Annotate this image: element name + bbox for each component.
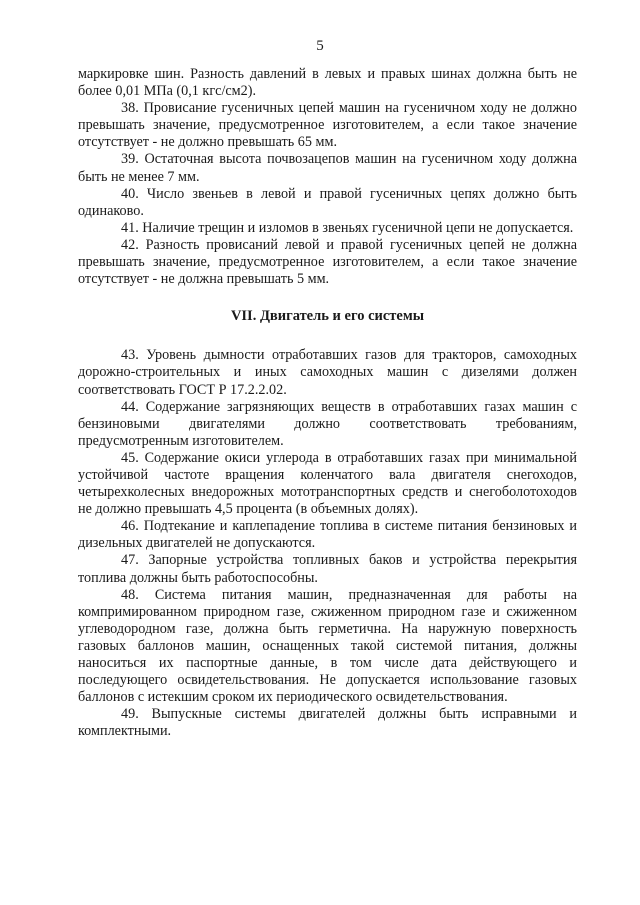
- paragraph-45: 45. Содержание окиси углерода в отработавших газах при минимальной устойчивой частоте вращения коленчатого вала двигателя снегоходов, четырехколесных внедорожных мототранспортных средств и снегоболотоходов не должно превышать 4,5 процента (в объемных долях).: [78, 449, 577, 518]
- paragraph-43: 43. Уровень дымности отработавших газов для тракторов, самоходных дорожно-строительных и иных самоходных машин с дизелями должен соответствовать ГОСТ Р 17.2.2.02.: [78, 347, 577, 398]
- paragraph-38: 38. Провисание гусеничных цепей машин на гусеничном ходу не должно превышать значение, предусмотренное изготовителем, а если такое значение отсутствует - не должно превышать 65 мм.: [78, 100, 577, 151]
- paragraph-46: 46. Подтекание и каплепадение топлива в системе питания бензиновых и дизельных двигателей не допускаются.: [78, 518, 577, 552]
- paragraph-48: 48. Система питания машин, предназначенная для работы на компримированном природном газе, сжиженном природном газе и сжиженном углеводородном газе, должна быть герметична. На наружную поверхность газовых баллонов машин, оснащенных такой системой питания, должны наноситься их паспортные данные, в том числе дата действующего и последующего освидетельствования. Не допускается использование газовых баллонов с истекшим сроком их периодического освидетельствования.: [78, 586, 577, 706]
- paragraph-continuation: маркировке шин. Разность давлений в левых и правых шинах должна быть не более 0,01 МПа (0,1 кгс/см2).: [78, 66, 577, 100]
- section-heading: VII. Двигатель и его системы: [230, 308, 425, 325]
- paragraph-40: 40. Число звеньев в левой и правой гусеничных цепях должно быть одинаково.: [78, 185, 577, 219]
- paragraph-47: 47. Запорные устройства топливных баков и устройства перекрытия топлива должны быть работоспособны.: [78, 552, 577, 586]
- document-body: [78, 66, 577, 740]
- paragraph-39: 39. Остаточная высота почвозацепов машин на гусеничном ходу должна быть не менее 7 мм.: [78, 151, 577, 185]
- paragraph-49: 49. Выпускные системы двигателей должны быть исправными и комплектными.: [78, 706, 577, 740]
- paragraph-42: 42. Разность провисаний левой и правой гусеничных цепей не должна превышать значение, предусмотренное изготовителем, а если такое значение отсутствует - не должна превышать 5 мм.: [78, 236, 577, 288]
- paragraph-41: 41. Наличие трещин и изломов в звеньях гусеничной цепи не допускается.: [121, 219, 574, 236]
- paragraph-44: 44. Содержание загрязняющих веществ в отработавших газах машин с бензиновыми двигателями должно соответствовать требованиям, предусмотренным изготовителем.: [78, 398, 577, 449]
- page-number: 5: [316, 38, 324, 54]
